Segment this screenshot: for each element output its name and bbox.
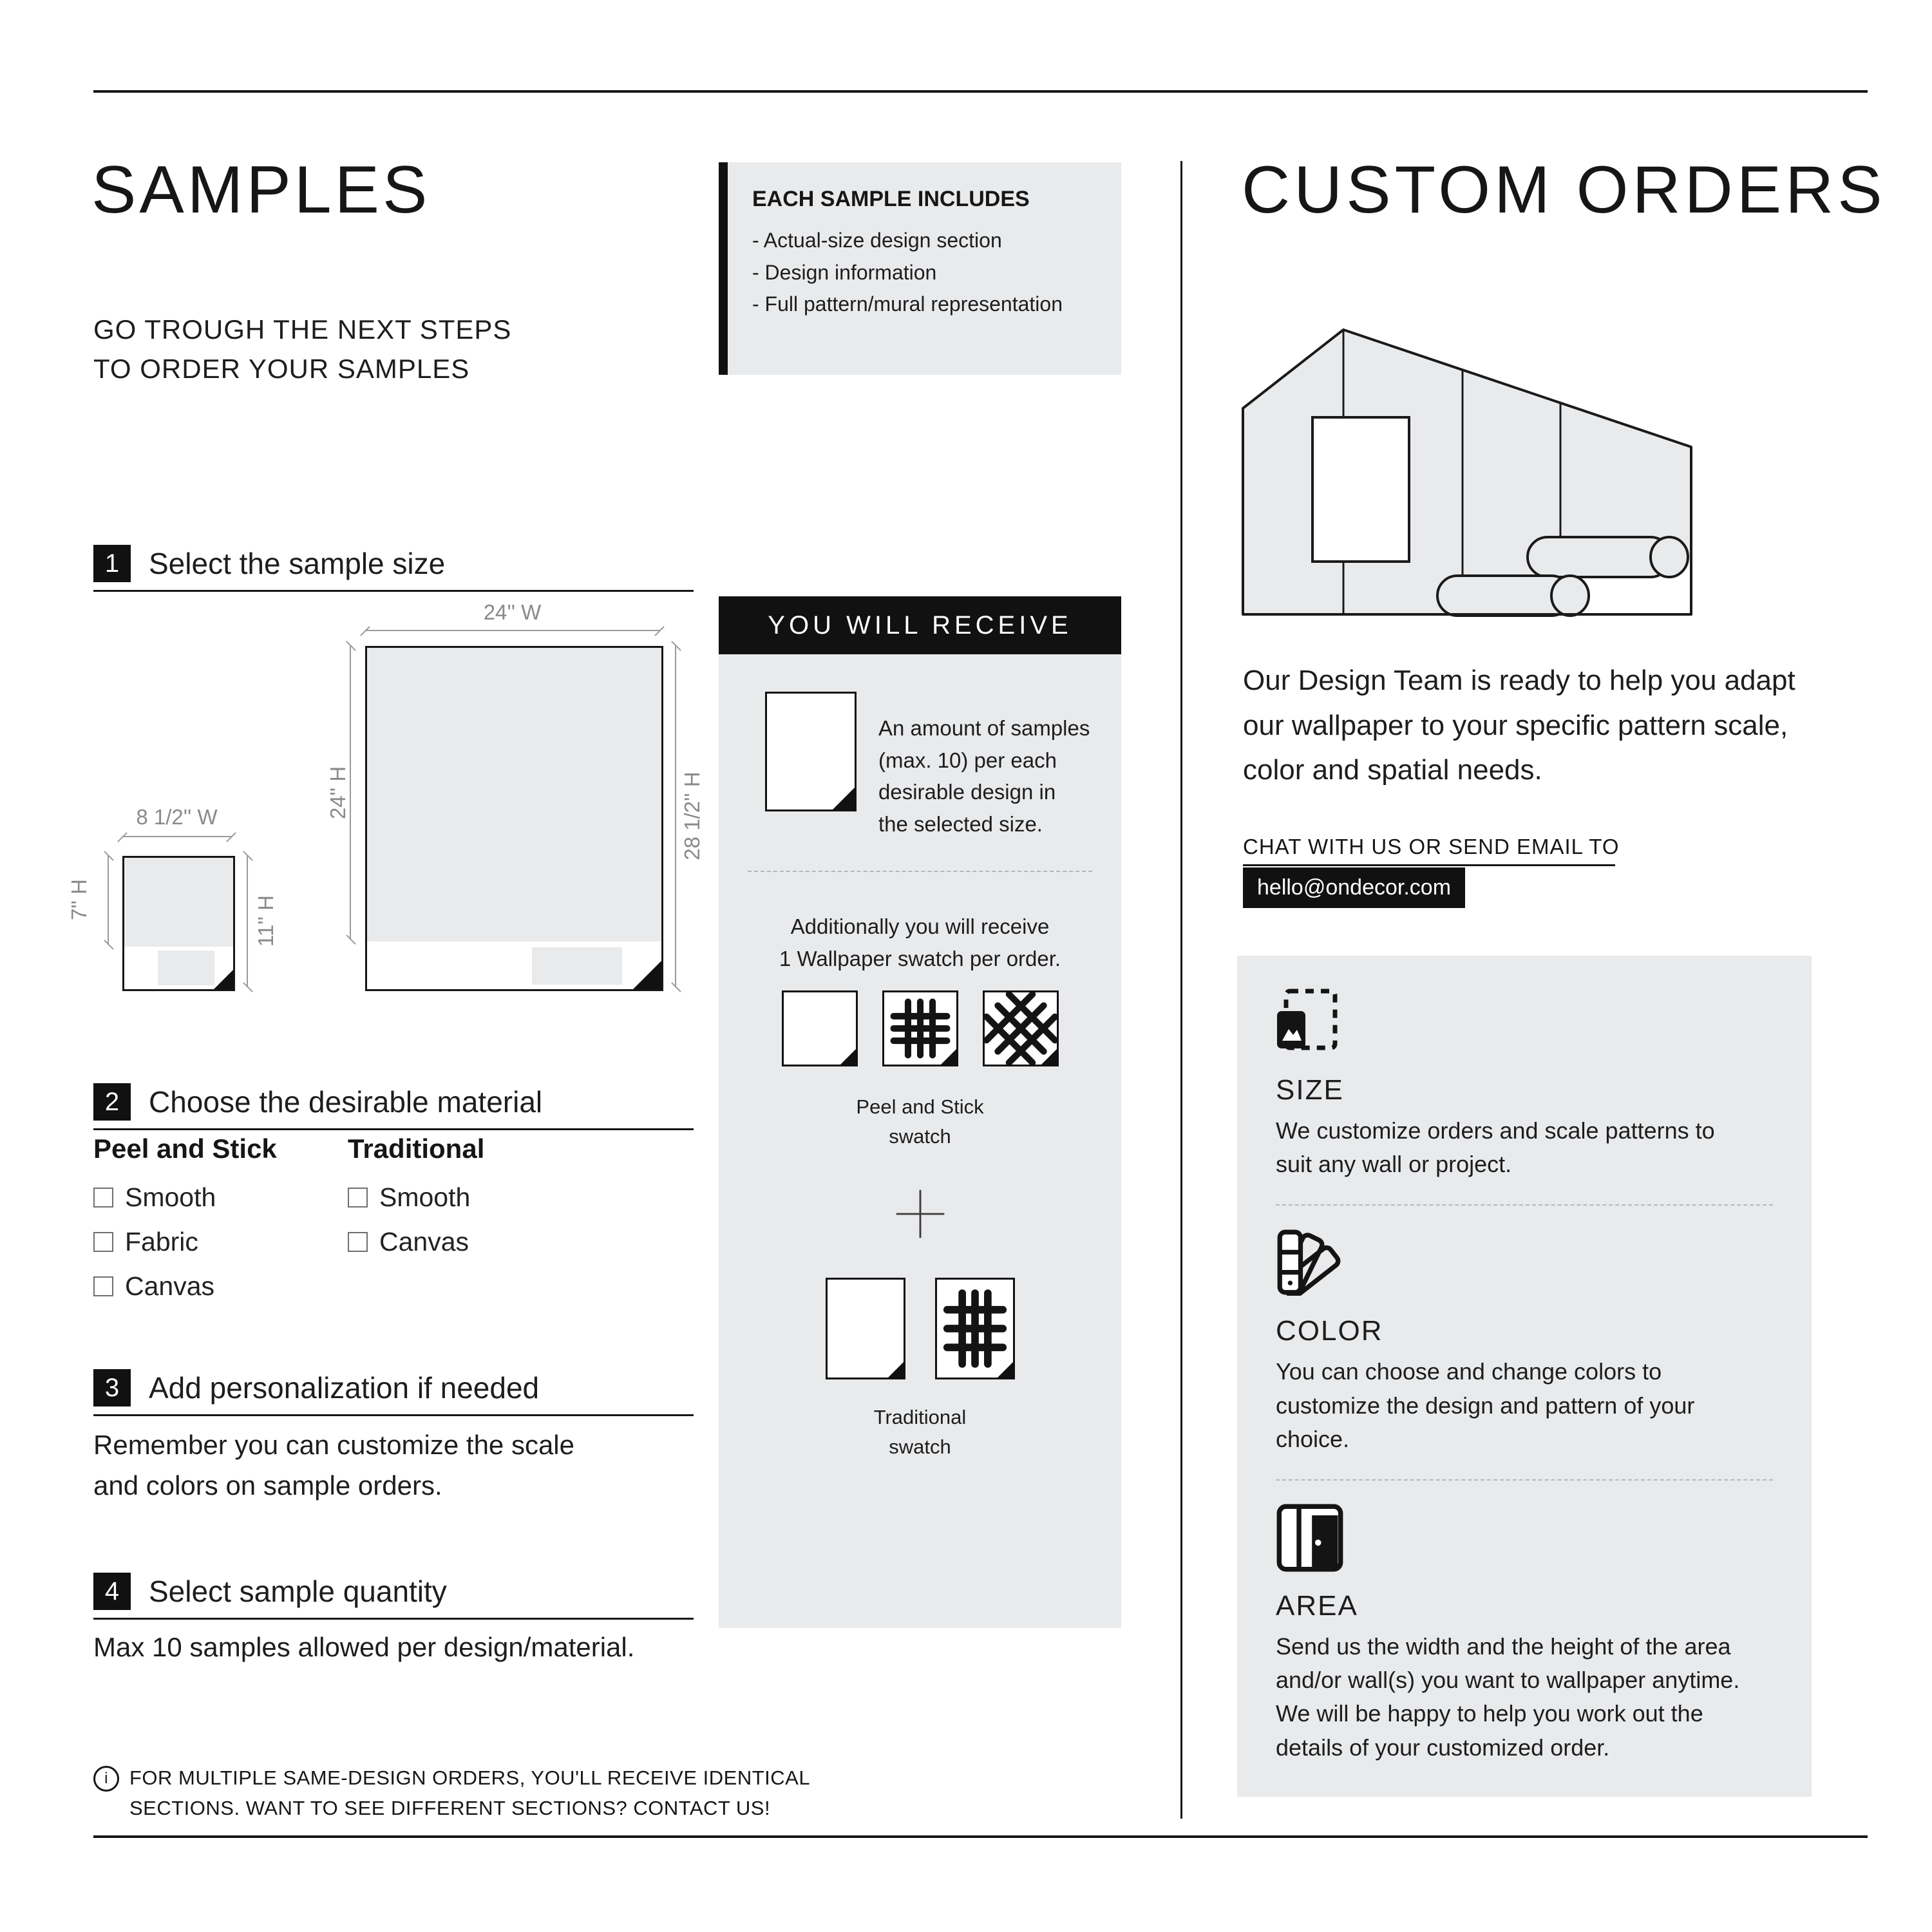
email-badge[interactable]: hello@ondecor.com	[1243, 867, 1465, 908]
checkbox-icon[interactable]	[93, 1232, 113, 1252]
size-text: We customize orders and scale patterns to suit any wall or project.	[1276, 1117, 1715, 1178]
small-sample-inner-square	[158, 951, 214, 985]
traditional-option-label: Canvas	[379, 1227, 469, 1256]
dim-line-85w	[122, 836, 231, 837]
traditional-caption-line1: Traditional	[873, 1406, 967, 1428]
contact-label: CHAT WITH US OR SEND EMAIL TO	[1243, 835, 1620, 858]
step-2-header	[93, 1083, 694, 1130]
peel-caption-line1: Peel and Stick	[856, 1095, 984, 1118]
samples-intro	[93, 310, 511, 389]
dim-label-7h: 7'' H	[67, 879, 91, 920]
includes-title: EACH SAMPLE INCLUDES	[752, 187, 1030, 211]
dim-line-24w	[365, 630, 659, 631]
checkbox-icon[interactable]	[348, 1188, 368, 1208]
dim-label-28h: 28 1/2'' H	[680, 772, 704, 860]
fold-corner-icon	[941, 1049, 956, 1065]
area-heading: AREA	[1276, 1589, 1358, 1622]
dashed-divider	[1276, 1479, 1773, 1481]
dim-line-7h	[108, 856, 109, 945]
dim-label-11h: 11'' H	[254, 895, 278, 947]
footnote	[93, 1763, 853, 1823]
dashed-divider	[1276, 1204, 1773, 1206]
column-divider	[1180, 161, 1182, 1819]
step-4-label: Select sample quantity	[149, 1575, 447, 1608]
info-icon: i	[93, 1766, 119, 1792]
step-4-header	[93, 1573, 694, 1620]
dim-label-24w: 24'' W	[483, 600, 542, 624]
receive-item2-line2: 1 Wallpaper swatch per order.	[779, 947, 1061, 971]
traditional-title: Traditional	[348, 1133, 485, 1164]
peel-option-fabric	[93, 1227, 277, 1257]
top-rule	[93, 90, 1868, 93]
swatch-grid-icon	[935, 1278, 1015, 1379]
step-2-label: Choose the desirable material	[149, 1085, 543, 1119]
peel-caption-line2: swatch	[889, 1125, 951, 1148]
plus-icon	[893, 1186, 948, 1242]
sample-size-diagram	[67, 599, 712, 998]
traditional-caption-line2: swatch	[889, 1435, 951, 1458]
small-sample-rect	[122, 856, 235, 991]
swatch-plain-icon	[782, 990, 858, 1066]
material-column-peel	[93, 1133, 277, 1316]
bottom-rule	[93, 1835, 1868, 1838]
traditional-swatch-row	[719, 1278, 1121, 1379]
includes-item: - Full pattern/mural representation	[752, 292, 1063, 316]
step-3-number: 3	[93, 1369, 131, 1406]
plus-row	[719, 1186, 1121, 1242]
large-sample-rect	[365, 646, 663, 991]
fold-corner-icon	[840, 1049, 856, 1065]
step-2-number: 2	[93, 1083, 131, 1121]
traditional-option-smooth	[348, 1182, 484, 1213]
step-1-number: 1	[93, 545, 131, 582]
step-3-header	[93, 1369, 694, 1416]
swatch-plain-icon	[826, 1278, 905, 1379]
traditional-option-label: Smooth	[379, 1182, 471, 1212]
step-4-text: Max 10 samples allowed per design/material.	[93, 1632, 635, 1662]
sample-paper-icon	[765, 692, 857, 811]
checkbox-icon[interactable]	[93, 1188, 113, 1208]
fold-corner-icon	[833, 788, 855, 810]
you-will-receive-header: YOU WILL RECEIVE	[719, 596, 1121, 654]
dashed-divider	[748, 871, 1092, 872]
peel-option-label: Fabric	[125, 1227, 198, 1256]
color-text: You can choose and change colors to customize the design and pattern of your choice.	[1276, 1358, 1695, 1452]
color-swatches-icon	[1276, 1229, 1773, 1293]
peel-option-smooth	[93, 1182, 277, 1213]
samples-intro-line2: TO ORDER YOUR SAMPLES	[93, 353, 470, 384]
footnote-text: FOR MULTIPLE SAME-DESIGN ORDERS, YOU'LL RECEIVE IDENTICAL SECTIONS. WANT TO SEE DIFFERENT SECTIONS? CONTACT US!	[129, 1766, 810, 1819]
includes-item: - Design information	[752, 260, 937, 284]
small-sample-fold-corner	[214, 970, 233, 989]
color-heading: COLOR	[1276, 1315, 1383, 1347]
traditional-option-canvas	[348, 1227, 484, 1257]
peel-title: Peel and Stick	[93, 1133, 277, 1164]
step-3-label: Add personalization if needed	[149, 1371, 540, 1405]
peel-swatch-row	[719, 990, 1121, 1066]
fold-corner-icon	[1041, 1049, 1057, 1065]
material-column-traditional	[348, 1133, 484, 1271]
receive-item1-text: An amount of samples (max. 10) per each desirable design in the selected size.	[878, 716, 1090, 836]
checkbox-icon[interactable]	[348, 1232, 368, 1252]
step-4-number: 4	[93, 1573, 131, 1610]
you-will-receive-panel	[719, 654, 1121, 1628]
swatch-grid-icon	[882, 990, 958, 1066]
fold-corner-icon	[998, 1362, 1013, 1378]
peel-option-label: Smooth	[125, 1182, 216, 1212]
samples-title: SAMPLES	[91, 153, 431, 227]
samples-intro-line1: GO TROUGH THE NEXT STEPS	[93, 314, 512, 345]
step-1-header	[93, 545, 694, 592]
dim-label-24h: 24'' H	[326, 766, 350, 820]
each-sample-includes-box	[719, 162, 1121, 375]
contact-underline	[1243, 864, 1615, 866]
large-sample-inner-square	[532, 947, 622, 985]
wall-area-icon	[1276, 1504, 1773, 1568]
swatch-crosshatch-icon	[983, 990, 1059, 1066]
peel-option-canvas	[93, 1271, 277, 1302]
house-wallpaper-illustration	[1240, 326, 1694, 617]
step-3-text: Remember you can customize the scale and colors on sample orders.	[93, 1430, 574, 1501]
checkbox-icon[interactable]	[93, 1276, 113, 1296]
dim-label-85w: 8 1/2'' W	[136, 805, 218, 829]
area-text: Send us the width and the height of the area and/or wall(s) you want to wallpaper anytime. We will be happy to help you work out the details of your customized order.	[1276, 1633, 1740, 1761]
includes-item: - Actual-size design section	[752, 229, 1002, 252]
size-heading: SIZE	[1276, 1074, 1344, 1106]
dim-line-28h	[675, 646, 676, 987]
peel-option-label: Canvas	[125, 1271, 215, 1301]
crop-size-icon	[1276, 988, 1773, 1052]
large-sample-fold-corner	[633, 961, 661, 989]
custom-intro-paragraph: Our Design Team is ready to help you adapt our wallpaper to your specific pattern scale, color and spatial needs.	[1243, 665, 1795, 786]
dim-line-11h	[247, 856, 248, 987]
custom-orders-card	[1237, 956, 1812, 1797]
receive-item2-line1: Additionally you will receive	[790, 914, 1050, 938]
custom-orders-title: CUSTOM ORDERS	[1242, 153, 1886, 227]
step-1-label: Select the sample size	[149, 547, 446, 580]
fold-corner-icon	[888, 1362, 904, 1378]
